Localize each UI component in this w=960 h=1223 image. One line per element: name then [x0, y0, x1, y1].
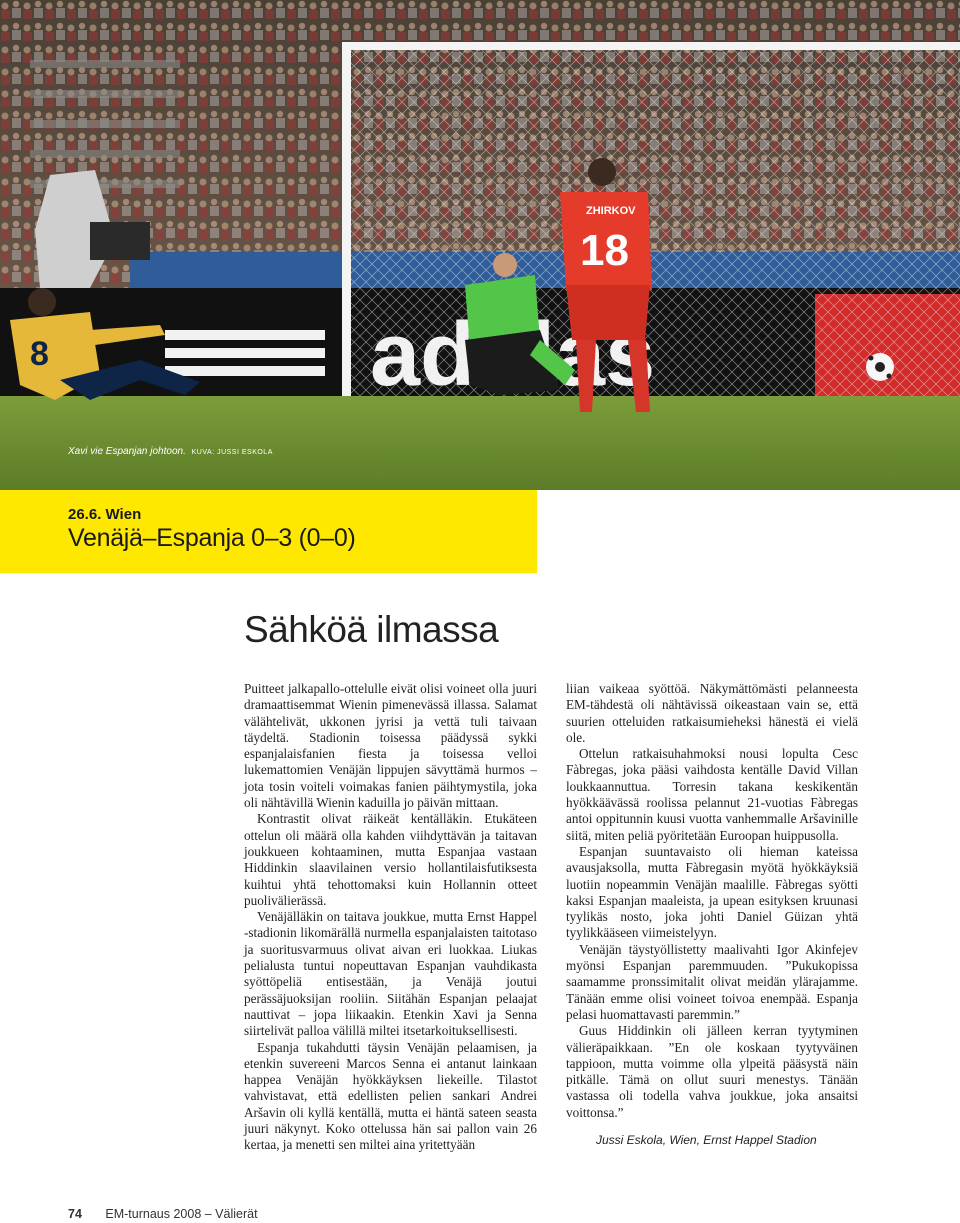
pitch: [0, 396, 960, 490]
paragraph: Venäjälläkin on taitava joukkue, mutta Ernst Happel -stadionin likomärällä nurmella espanjalaisten taitotaso ja suoritusvarmuus olivat aivan eri luokkaa. Liukas pelialusta tuntui nopeuttavan Espanjan vauhdikasta syöttöpeliä entisestään, ja Venäjä joutui perässäjuoksijan rooliin. Siitähän Espanjan pelaajat nauttivat – jopa liikaakin. Etenkin Xavi ja Senna siirtelivät palloa välillä miltei itsetarkoituksellisesti.: [244, 909, 537, 1039]
page-footer: [68, 1207, 258, 1221]
article-column-2: [566, 681, 858, 1148]
football: [866, 353, 894, 381]
paragraph: liian vaikeaa syöttöä. Näkymättömästi pelanneesta EM-tähdestä oli nähtävissä oikeastaan vain se, että suurien otteluiden ratkaisumieheksi hänestä ei vielä ole.: [566, 681, 858, 745]
paragraph: Puitteet jalkapallo-ottelulle eivät olisi voineet olla juuri dramaattisemmat Wienin pimenevässä illassa. Salamat välähtelivät, ukkonen jyrisi ja vettä tuli taivaan täydeltä. Stadionin toisessa päädyssä sykki espanjalaisfanien fiesta ja toisessa velloi lukemattomien Venäjän lippujen sävyttämä hurmos – jota tosin voiteli voimakas fanien päihtymystila, joka oli nähtävillä Wienin kaduilla jo päivän mittaan.: [244, 681, 537, 811]
photo-caption: [68, 446, 273, 457]
paragraph: Ottelun ratkaisuhahmoksi nousi lopulta Cesc Fàbregas, joka pääsi vaihdosta kentälle David Villan loukkaannuttua. Torresin takana keskikentän hyökkäävässä roolissa pelannut 21-vuotias Fàbregas antoi oppitunnin kuusi vuotta vanhemmalle Aršavinille siitä, miten peliä pyöritetään Euroopan huippusolla.: [566, 746, 858, 843]
tv-camera: [90, 222, 150, 260]
match-photo: [0, 0, 960, 490]
article-headline: Sähköä ilmassa: [244, 609, 499, 650]
match-date: 26.6. Wien: [68, 506, 142, 523]
section-title: EM-turnaus 2008 – Välierät: [105, 1207, 258, 1221]
paragraph: Guus Hiddinkin oli jälleen kerran tyytyminen välieräpaikkaan. ”En ole koskaan tyytyväinen tappioon, mutta voimme olla ylpeitä pääsystä näin pitkälle. Tämä on ollut suuri menestys. Tänään vastassa oli todella vahva joukkue, joka ansaitsi voittonsa.”: [566, 1023, 858, 1120]
paragraph: Espanja tukahdutti täysin Venäjän pelaamisen, ja etenkin suvereeni Marcos Senna ei antanut lainkaan happea Venäjän hyökkäyksen liekeille. Tilastot vahvistavat, että edellisten pelien sankari Andrei Aršavin oli kyllä kentällä, mutta ei häntä sateen seasta juuri näkynyt. Koko ottelussa hän sai pallon vain 26 kertaa, ja menetti sen miltei aina yritettyään: [244, 1039, 537, 1153]
shirt-number-left: 8: [30, 335, 49, 373]
crossbar: [342, 42, 960, 50]
paragraph: Venäjän täystyöllistetty maalivahti Igor Akinfejev myönsi Espanjan paremmuuden. ”Pukukopissa saamamme pronssimitalit olivat meidän ylärajamme. Tänään emme olisi voineet toivoa enempää. Espanja pelasi huomattavasti paremmin.”: [566, 941, 858, 1022]
article-byline: Jussi Eskola, Wien, Ernst Happel Stadion: [596, 1133, 817, 1148]
article-column-1: [244, 681, 537, 1154]
photo-illustration: [0, 0, 960, 490]
goal-post: [342, 42, 351, 402]
paragraph: Kontrastit olivat räikeät kentälläkin. Etukäteen ottelun oli määrä olla kahden viihdyttävän ja taitavan joukkueen kohtaaminen, mutta Espanjaa vastaan Hiddinkin slaavilainen versio hollantilaisfutiksesta kuihtui yhtä tehottomaksi kuin Hollannin otteet puolivälierässä.: [244, 811, 537, 908]
paragraph: Espanjan suuntavaisto oli hieman kateissa avausjaksolla, mutta Fàbregasin myötä hyökkäyksiä luotiin nopeammin Venäjän maalille. Fàbregas syötti kaksi Espanjan maaleista, ja upean esityksen kruunasi tyylikäs nosto, joka johti Daniel Güizan yhtä tyylikkääseen viimeistelyyn.: [566, 843, 858, 941]
match-result: Venäjä–Espanja 0–3 (0–0): [68, 524, 356, 552]
page-number: 74: [68, 1207, 82, 1221]
shirt-name: ZHIRKOV: [586, 205, 636, 217]
shirt-number-right: 18: [580, 226, 629, 275]
caption-text: Xavi vie Espanjan johtoon.: [68, 446, 186, 457]
photo-credit: KUVA: JUSSI ESKOLA: [191, 449, 273, 456]
